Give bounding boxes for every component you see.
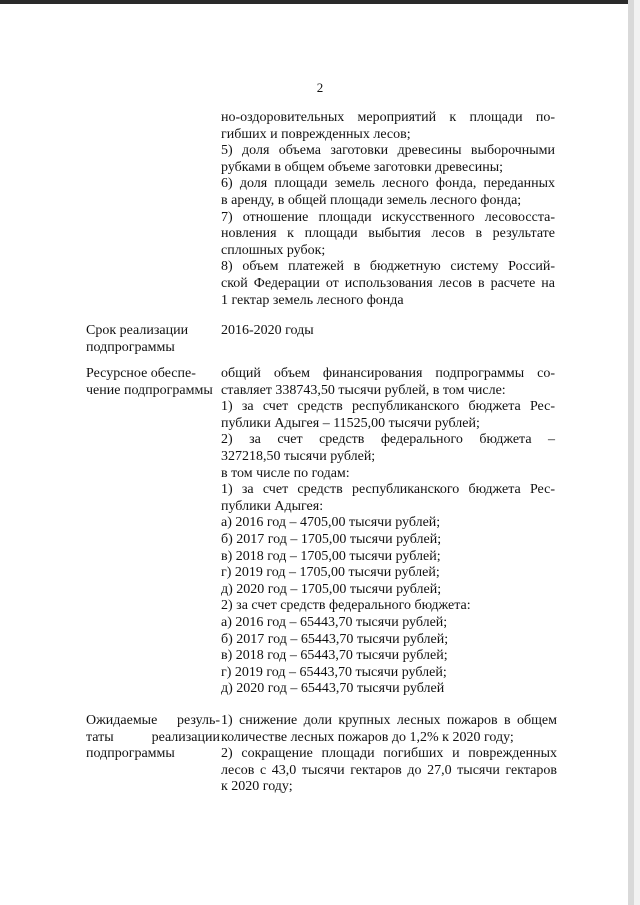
term-value: 2016-2020 годы <box>221 323 314 338</box>
text-line: ской Федерации от использования лесов в расчете на <box>221 275 555 291</box>
text-line: б) 2017 год – 1705,00 тысячи рублей; <box>221 531 442 547</box>
text-line: д) 2020 год – 65443,70 тысячи рублей <box>221 681 445 697</box>
resources-text <box>221 366 555 698</box>
text-line: публики Адыгея: <box>221 498 324 514</box>
text-line: г) 2019 год – 1705,00 тысячи рублей; <box>221 565 440 581</box>
text-line: сплошных рубок; <box>221 242 326 258</box>
continuation-text <box>221 110 555 309</box>
text-line: 2) за счет средств федерального бюджета – <box>221 432 555 448</box>
term-label <box>86 323 220 356</box>
text-line: публики Адыгея – 11525,00 тысячи рублей; <box>221 415 480 431</box>
text-line: 1) за счет средств республиканского бюджета Рес- <box>221 482 555 498</box>
resources-label <box>86 366 220 399</box>
label-line: подпрограммы <box>86 746 175 762</box>
text-line: но-оздоровительных мероприятий к площади по- <box>221 110 555 125</box>
text-line: общий объем финансирования подпрограммы со- <box>221 366 555 381</box>
label-line: Ожидаемые резуль- <box>86 713 220 728</box>
text-line: д) 2020 год – 1705,00 тысячи рублей; <box>221 581 442 597</box>
text-line: лесов с 43,0 тысячи гектаров до 27,0 тысячи гектаров <box>221 762 557 778</box>
label-line: подпрограммы <box>86 339 175 355</box>
page-number: 2 <box>316 80 324 95</box>
text-line: к 2020 году; <box>221 779 293 795</box>
text-line: 2) за счет средств федерального бюджета: <box>221 598 471 614</box>
text-line: 8) объем платежей в бюджетную систему Россий- <box>221 259 555 275</box>
text-line: 1) снижение доли крупных лесных пожаров в общем <box>221 713 557 728</box>
results-label <box>86 713 220 763</box>
label-line: таты реализации <box>86 729 220 745</box>
text-line: количестве лесных пожаров до 1,2% к 2020 году; <box>221 729 514 745</box>
text-line: ставляет 338743,50 тысячи рублей, в том числе: <box>221 382 506 398</box>
text-line: 5) доля объема заготовки древесины выборочными <box>221 143 555 159</box>
text-line: рубками в общем объеме заготовки древесины; <box>221 159 504 175</box>
label-line: чение подпрограммы <box>86 382 213 398</box>
label-line: Срок реализации <box>86 323 189 338</box>
text-line: в том числе по годам: <box>221 465 350 481</box>
scan-right-margin <box>634 0 640 905</box>
text-line: г) 2019 год – 65443,70 тысячи рублей; <box>221 664 447 680</box>
label-line: Ресурсное обеспе- <box>86 366 196 381</box>
text-line: в) 2018 год – 1705,00 тысячи рублей; <box>221 548 441 564</box>
text-line: 327218,50 тысячи рублей; <box>221 448 376 464</box>
text-line: 7) отношение площади искусственного лесовосста- <box>221 209 555 225</box>
text-line: в аренду, в общей площади земель лесного фонда; <box>221 192 522 208</box>
text-line: 1 гектар земель лесного фонда <box>221 292 404 308</box>
text-line: новления к площади выбытия лесов в результате <box>221 226 555 242</box>
text-line: 2) сокращение площади погибших и поврежденных <box>221 746 557 762</box>
scan-top-edge <box>0 0 640 4</box>
text-line: а) 2016 год – 4705,00 тысячи рублей; <box>221 515 441 531</box>
results-text <box>221 713 557 796</box>
text-line: в) 2018 год – 65443,70 тысячи рублей; <box>221 648 448 664</box>
text-line: 1) за счет средств республиканского бюджета Рес- <box>221 399 555 415</box>
text-line: б) 2017 год – 65443,70 тысячи рублей; <box>221 631 449 647</box>
text-line: 6) доля площади земель лесного фонда, переданных <box>221 176 555 192</box>
text-line: гибших и поврежденных лесов; <box>221 126 411 142</box>
text-line: а) 2016 год – 65443,70 тысячи рублей; <box>221 614 448 630</box>
